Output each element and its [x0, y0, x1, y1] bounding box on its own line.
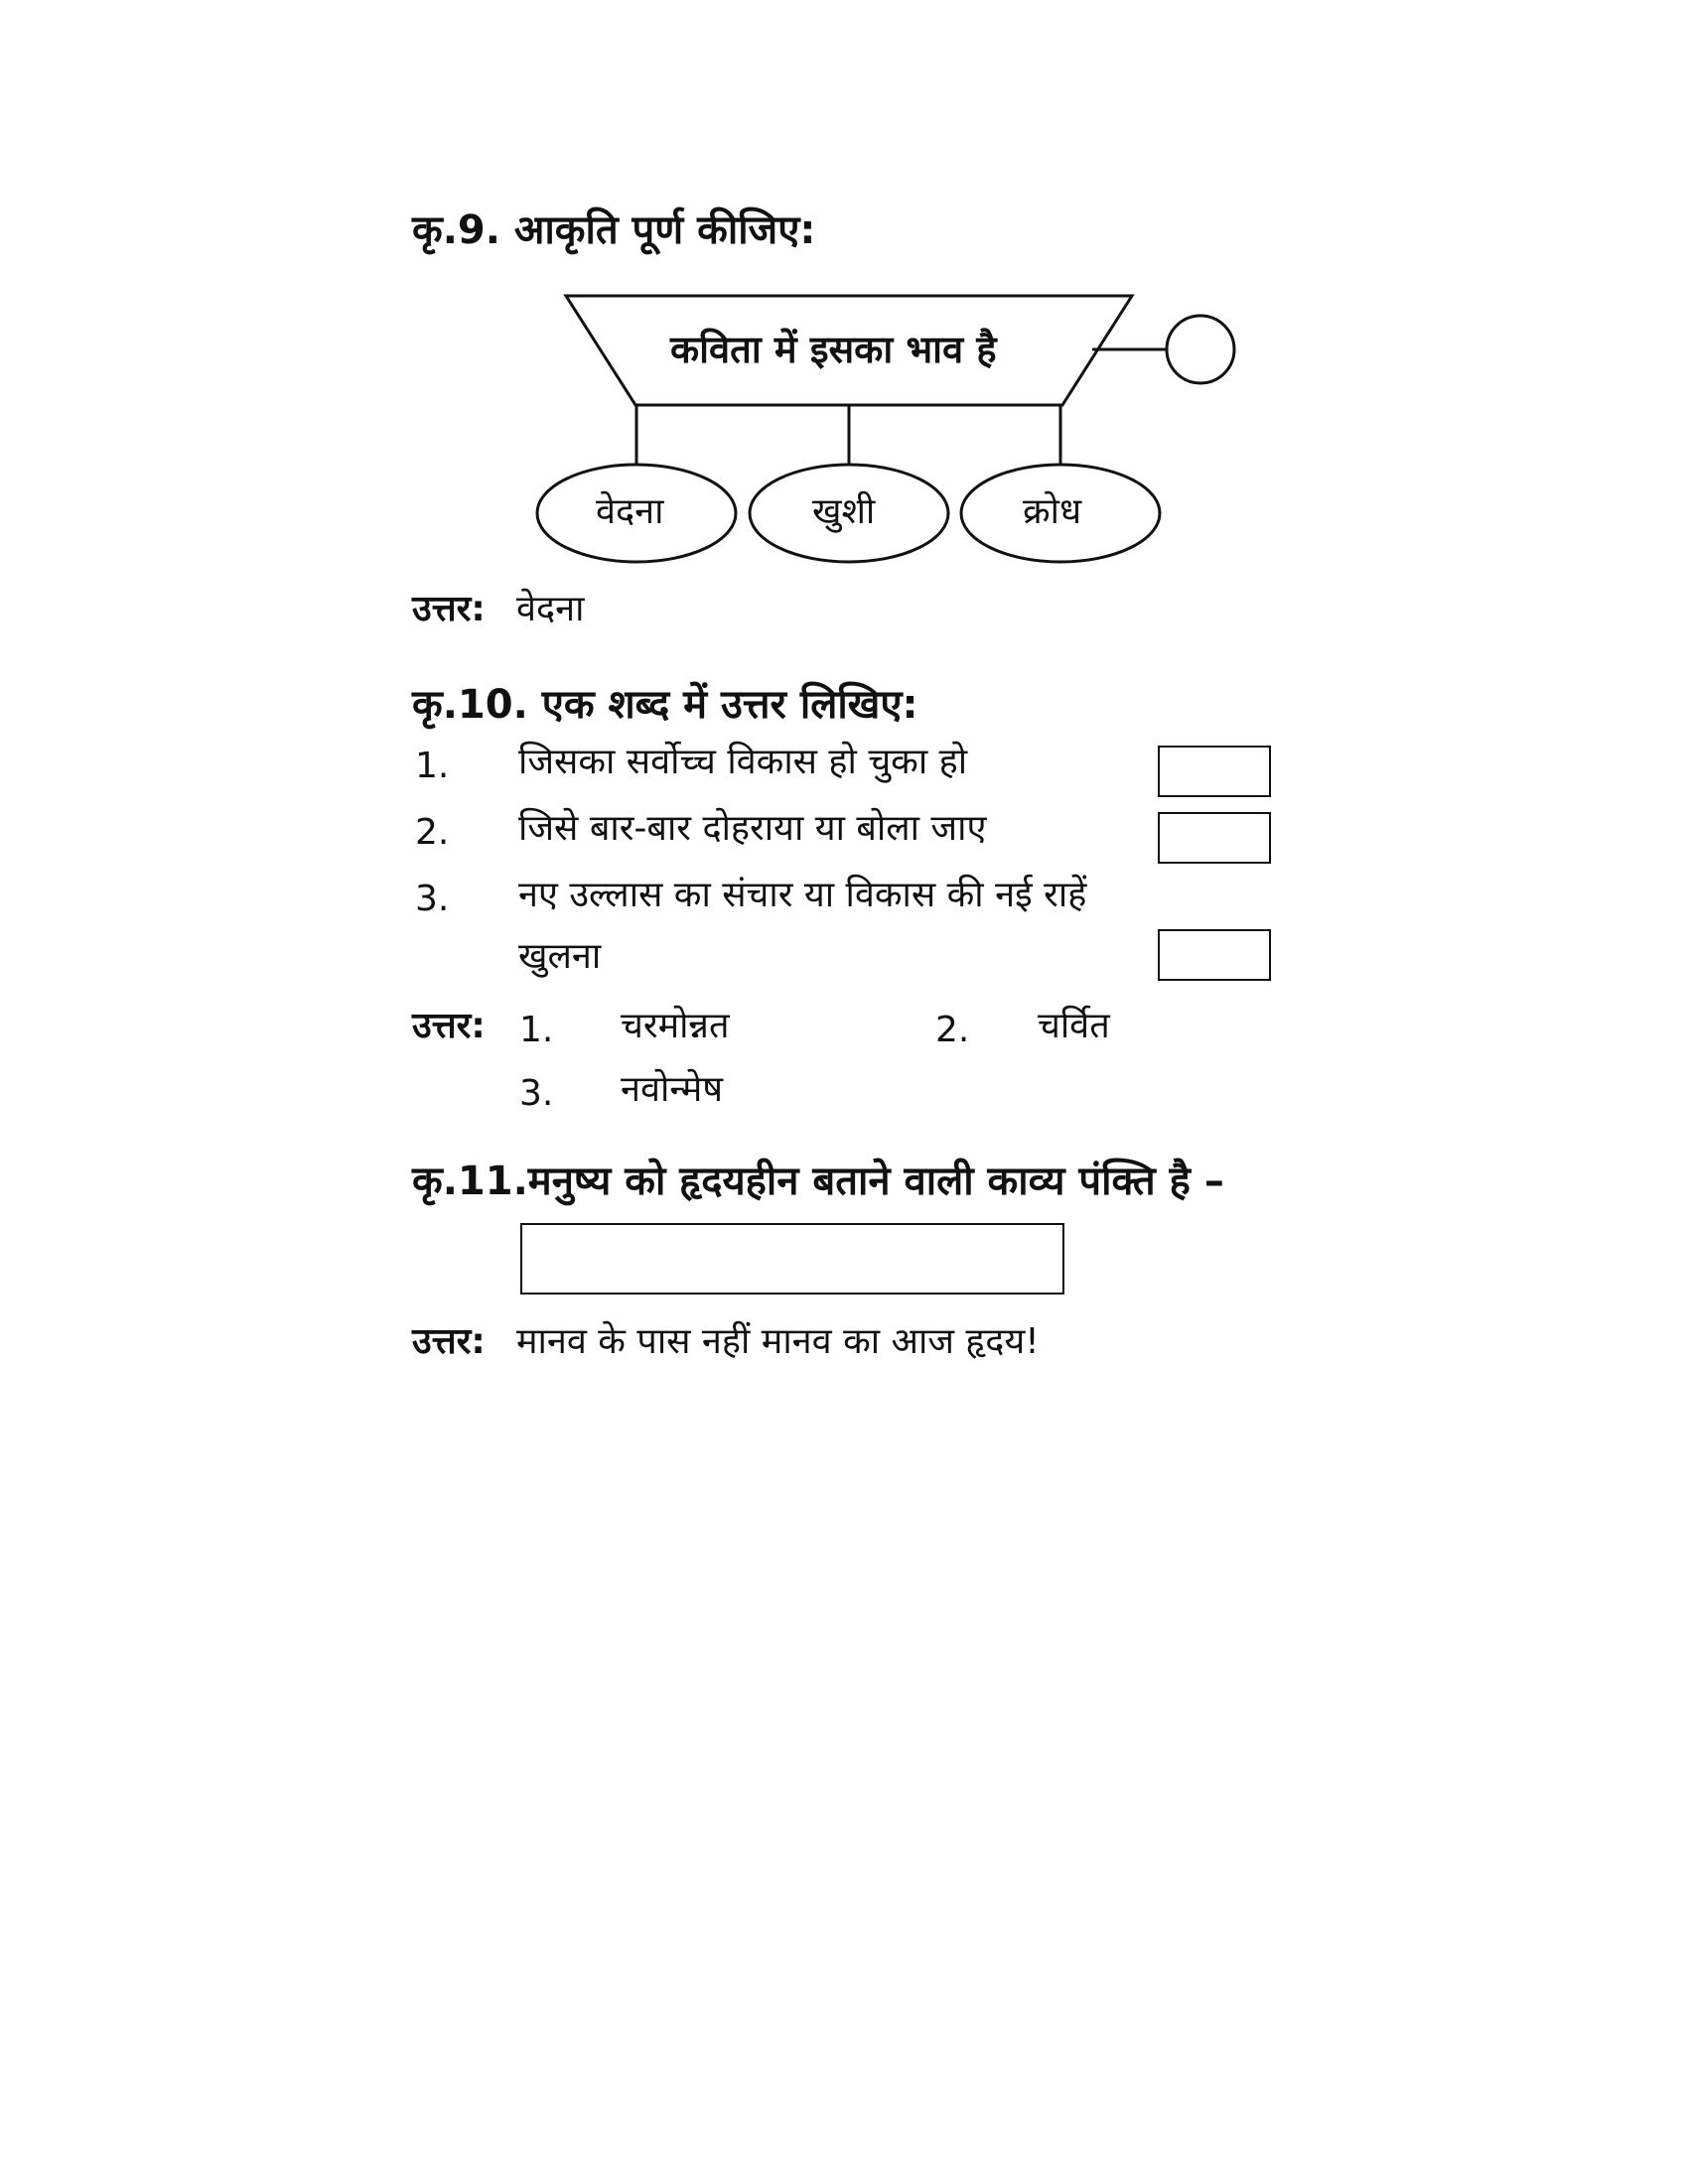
- q9-answer-label: उत्तर:: [412, 589, 486, 629]
- q10-answer-box-1[interactable]: [1158, 746, 1271, 797]
- q10-item-3-text-cont: खुलना: [518, 936, 602, 977]
- q10-item-3-text: नए उल्लास का संचार या विकास की नई राहें: [518, 875, 1087, 915]
- q10-heading: कृ.10. एक शब्द में उत्तर लिखिए:: [412, 682, 918, 728]
- q10-item-3-num: 3.: [415, 879, 450, 919]
- q10-item-2-num: 2.: [415, 812, 450, 853]
- diagram-center-text: कविता में इसका भाव है: [670, 328, 997, 371]
- option-label-3: क्रोध: [1023, 491, 1082, 532]
- q9-answer: वेदना: [516, 589, 585, 629]
- q11-answer-label: उत्तर:: [412, 1321, 486, 1362]
- q10-answer-2-num: 2.: [935, 1010, 970, 1050]
- q11-heading: कृ.11.मनुष्य को हृदयहीन बताने वाली काव्य पंक्ति है –: [412, 1159, 1224, 1204]
- q10-item-1-num: 1.: [415, 746, 450, 786]
- q10-answer-label: उत्तर:: [412, 1006, 486, 1046]
- q9-heading: कृ.9. आकृति पूर्ण कीजिए:: [412, 207, 816, 253]
- option-label-1: वेदना: [596, 491, 664, 532]
- q10-answer-box-3[interactable]: [1158, 929, 1271, 981]
- q11-answer: मानव के पास नहीं मानव का आज हृदय!: [516, 1321, 1040, 1362]
- q10-answer-1: चरमोन्नत: [621, 1006, 730, 1046]
- q10-answer-2: चर्वित: [1038, 1006, 1110, 1046]
- q11-answer-box[interactable]: [520, 1223, 1064, 1295]
- q10-answer-box-2[interactable]: [1158, 812, 1271, 864]
- q10-answer-3: नवोन्मेष: [621, 1069, 724, 1110]
- q10-answer-1-num: 1.: [519, 1010, 554, 1050]
- q10-answer-3-num: 3.: [519, 1073, 554, 1114]
- q10-item-1-text: जिसका सर्वोच्च विकास हो चुका हो: [518, 742, 968, 782]
- option-label-2: खुशी: [812, 491, 876, 532]
- q10-item-2-text: जिसे बार-बार दोहराया या बोला जाए: [518, 808, 987, 849]
- blank-circle: [1167, 316, 1234, 383]
